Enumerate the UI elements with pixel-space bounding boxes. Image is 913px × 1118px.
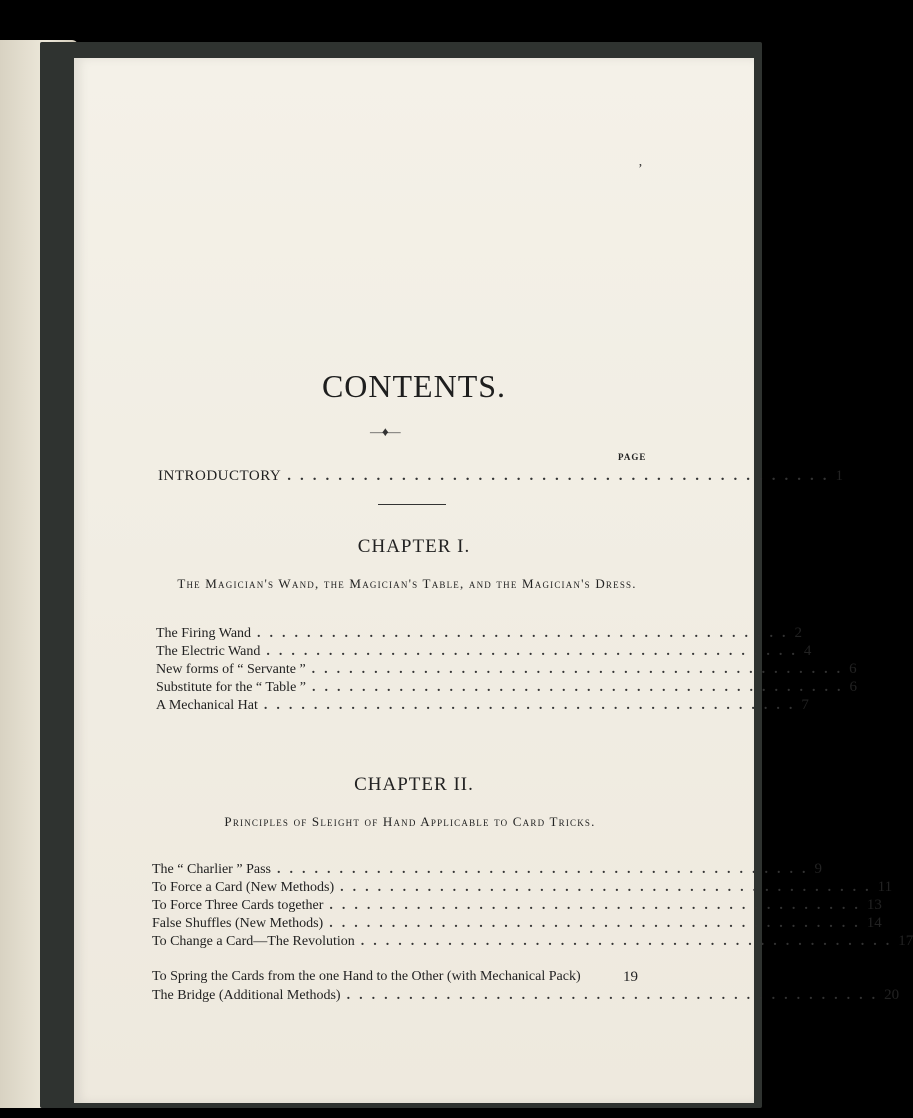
corner-mark: ’: [638, 162, 643, 177]
page-title: CONTENTS.: [321, 368, 507, 404]
leader-dots: ...........................................: [266, 644, 804, 659]
toc-entry[interactable]: [152, 932, 913, 950]
toc-entry-label: The “ Charlier ” Pass: [152, 862, 271, 877]
chapter-2-heading: CHAPTER II.: [354, 774, 474, 795]
toc-entry-page: 19: [623, 969, 638, 985]
toc-entry-page: 4: [803, 643, 812, 659]
toc-entry[interactable]: [156, 642, 812, 660]
leader-dots: ...........................................: [340, 880, 878, 895]
toc-entry-label: The Electric Wand: [156, 644, 261, 659]
toc-entry[interactable]: [152, 986, 900, 1004]
toc-entry[interactable]: [156, 624, 803, 642]
toc-entry-page: 20: [884, 987, 900, 1003]
toc-entry-label: To Change a Card—The Revolution: [152, 934, 355, 949]
toc-entry-label: Substitute for the “ Table ”: [156, 680, 307, 695]
leader-dots: ...........................................: [263, 698, 802, 713]
book-page: [74, 58, 913, 1103]
toc-entry-page: 17: [898, 933, 913, 949]
toc-entry[interactable]: [156, 660, 857, 678]
chapter-1-heading: CHAPTER I.: [357, 536, 471, 557]
toc-entry-label: False Shuffles (New Methods): [152, 916, 324, 931]
toc-entry[interactable]: [156, 678, 858, 696]
toc-entry[interactable]: [152, 878, 893, 896]
toc-entry-label: To Spring the Cards from the one Hand to the Other (with Mechanical Pack): [152, 969, 581, 984]
toc-entry-label: INTRODUCTORY: [158, 468, 282, 484]
toc-entry-label: The Firing Wand: [156, 626, 252, 641]
chapter-2-entries: [152, 860, 913, 1004]
toc-entry-page: 11: [877, 879, 893, 895]
ornament: —♦—: [370, 424, 400, 439]
toc-entry-page: 2: [794, 625, 803, 641]
toc-entry-label: The Bridge (Additional Methods): [152, 988, 341, 1003]
toc-entry-page: 6: [849, 679, 858, 695]
toc-entry[interactable]: [152, 914, 882, 932]
chapter-2-subtitle: Principles of Sleight of Hand Applicable to Card Tricks.: [224, 814, 596, 829]
leader-dots: ...........................................: [287, 468, 836, 484]
toc-entry-page: 7: [801, 697, 809, 713]
toc-entry[interactable]: [152, 896, 882, 914]
leader-dots: ...........................................: [346, 988, 885, 1003]
leader-dots: ...........................................: [329, 898, 867, 913]
leader-dots: ...........................................: [311, 662, 850, 677]
toc-entry-page: 14: [866, 915, 882, 931]
toc-entry-label: To Force a Card (New Methods): [152, 880, 335, 895]
toc-entry-introductory[interactable]: [158, 468, 844, 486]
toc-entry-label: To Force Three Cards together: [152, 898, 324, 913]
toc-entry-label: A Mechanical Hat: [156, 698, 258, 713]
toc-entry-page: 1: [835, 468, 844, 484]
toc-entry-page: 6: [849, 661, 857, 677]
divider-rule: [378, 504, 446, 505]
toc-entry-label: New forms of “ Servante ”: [156, 662, 306, 677]
leader-dots: ...........................................: [329, 916, 867, 931]
leader-dots: ...........................................: [257, 626, 795, 641]
toc-entry[interactable]: [152, 950, 650, 986]
page-column-header: PAGE: [618, 452, 647, 462]
toc-entry-page: 9: [814, 861, 822, 877]
toc-entry[interactable]: [156, 696, 809, 714]
leader-dots: ...........................................: [360, 934, 899, 949]
leader-dots: ...........................................: [312, 680, 850, 695]
leader-dots: ...........................................: [276, 862, 815, 877]
chapter-1-subtitle: The Magician's Wand, the Magician's Table, and the Magician's Dress.: [177, 576, 637, 591]
chapter-1-entries: [156, 624, 858, 714]
toc-entry[interactable]: [152, 860, 822, 878]
toc-entry-page: 13: [866, 897, 882, 913]
